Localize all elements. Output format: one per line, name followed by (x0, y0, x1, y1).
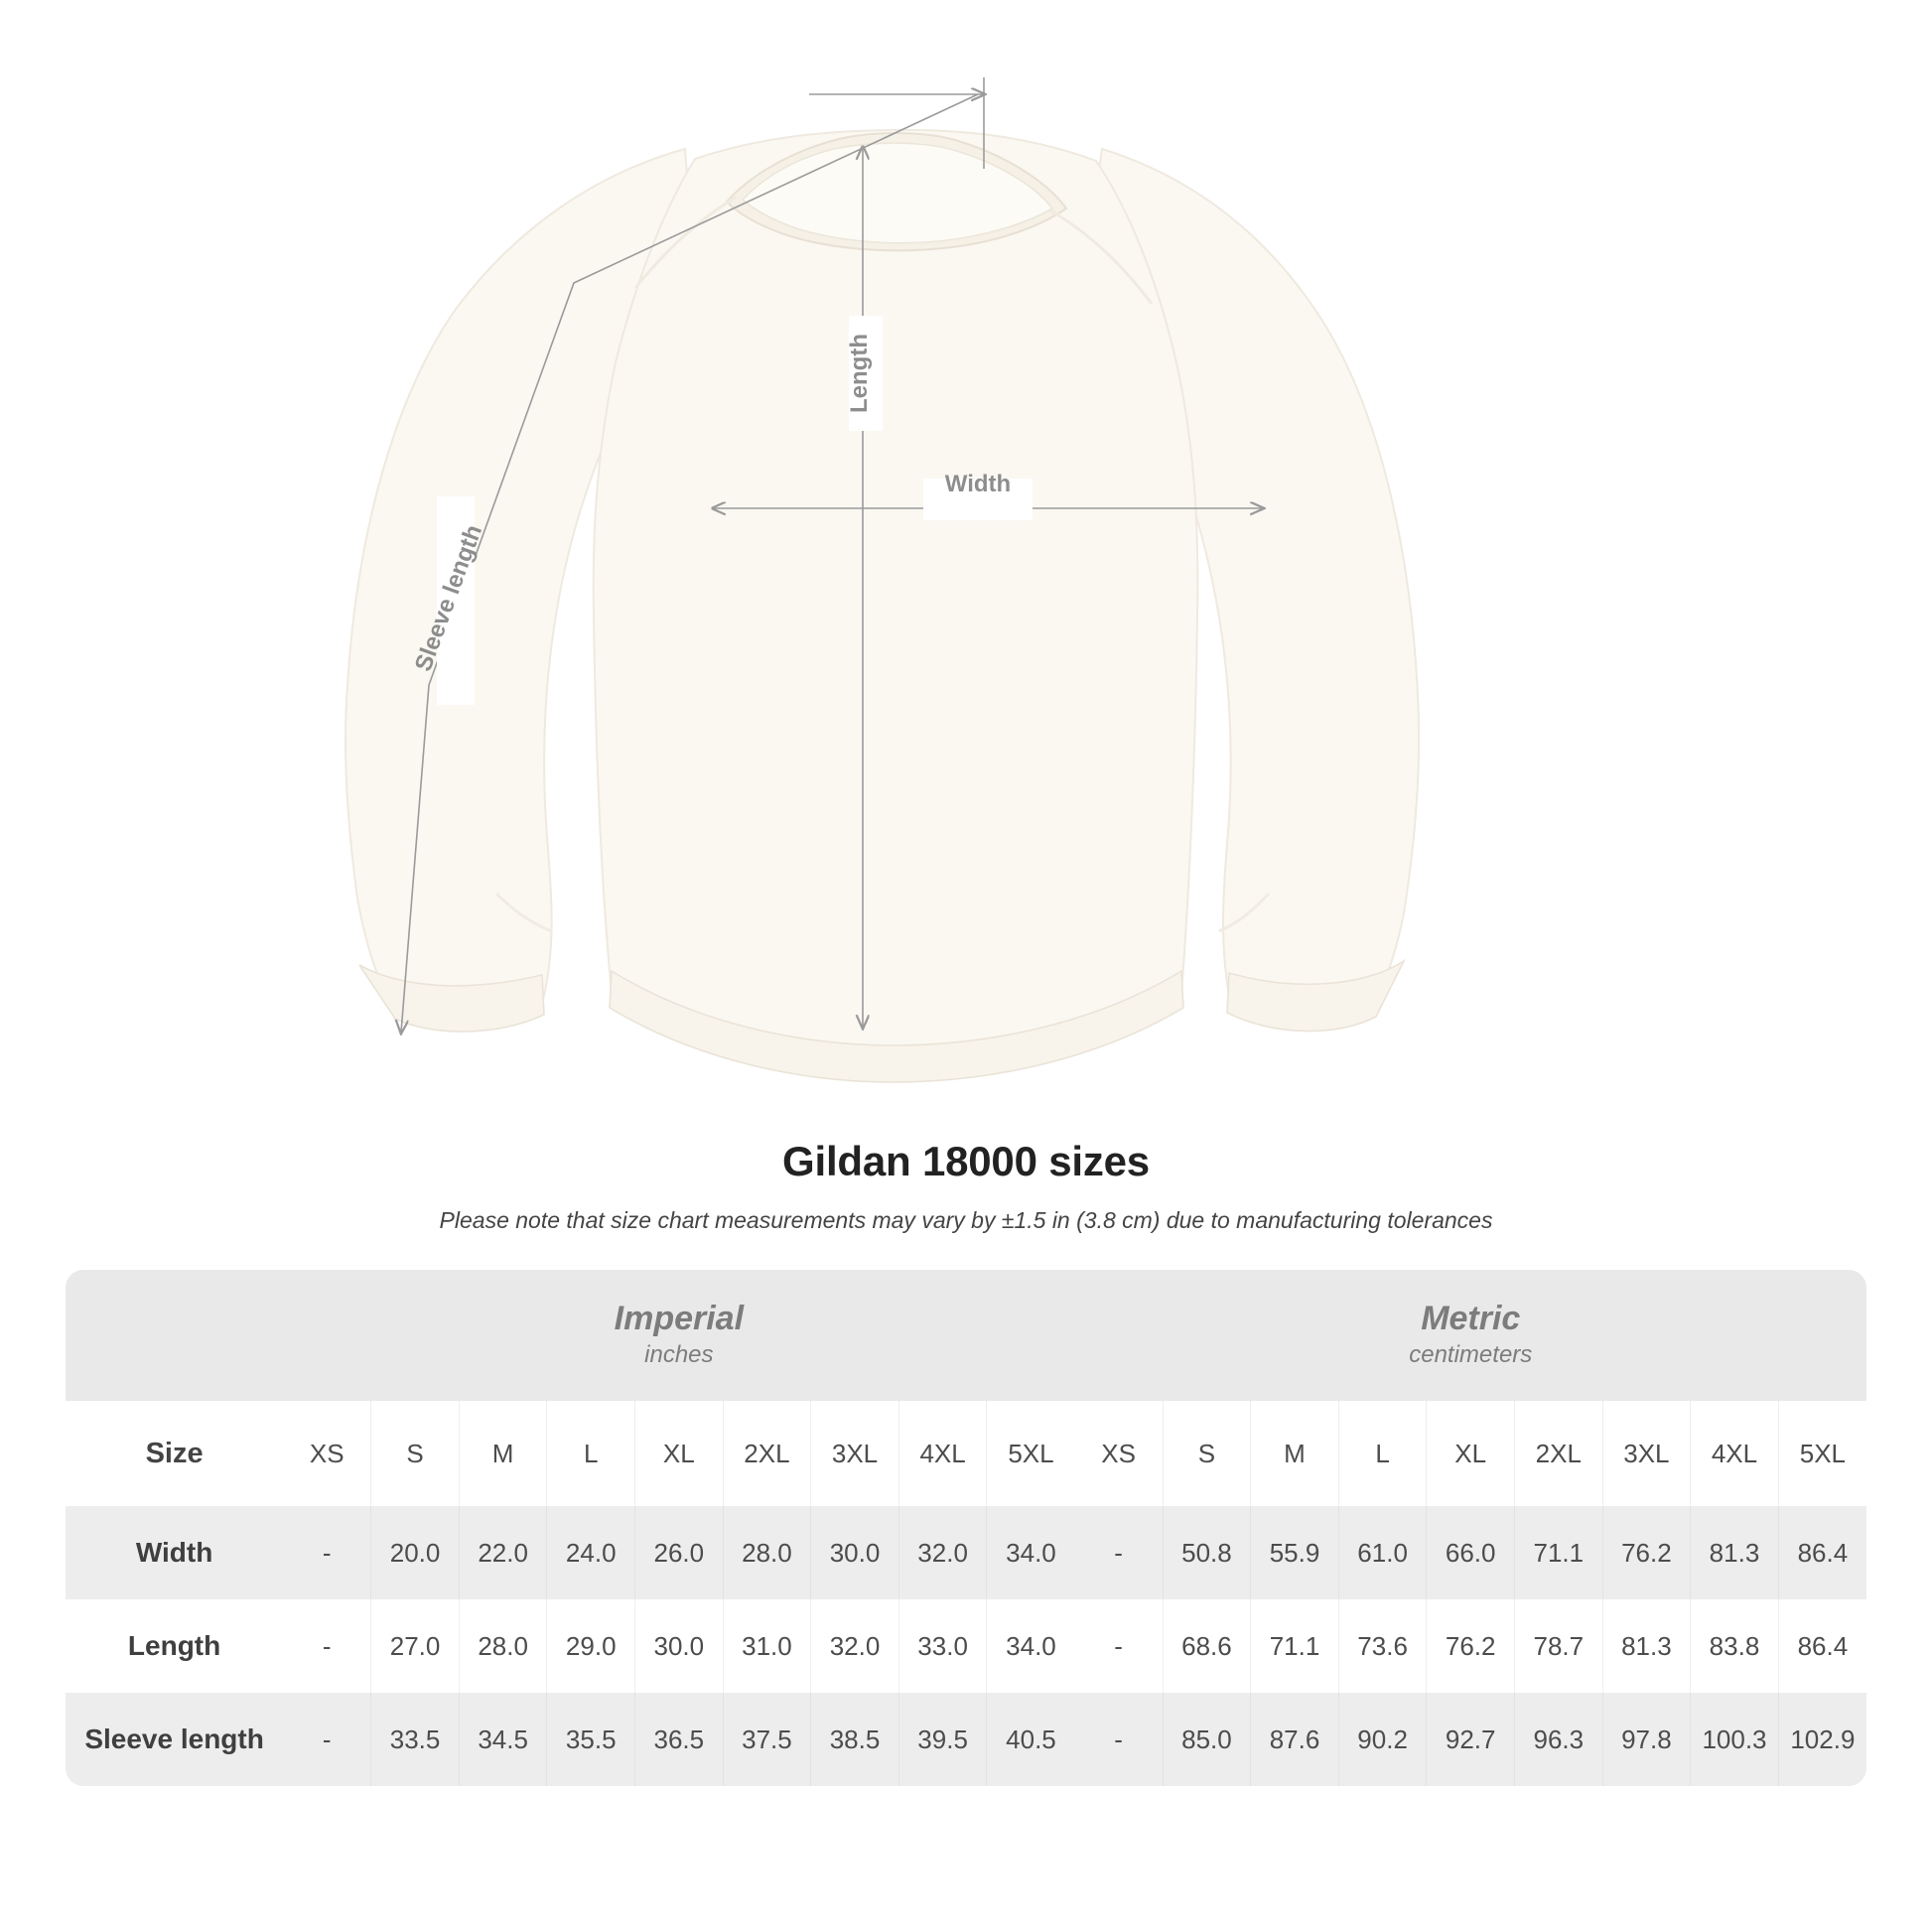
cell: 50.8 (1163, 1506, 1251, 1599)
cell: 34.5 (459, 1693, 547, 1786)
header-imperial-xl: XL (635, 1401, 724, 1506)
cell: 86.4 (1778, 1599, 1866, 1693)
cell: - (283, 1506, 371, 1599)
header-metric-3xl: 3XL (1602, 1401, 1691, 1506)
cell: 81.3 (1602, 1599, 1691, 1693)
row-label-width: Width (66, 1506, 283, 1599)
cell: 38.5 (811, 1693, 899, 1786)
header-metric-xs: XS (1075, 1401, 1164, 1506)
unit-imperial-name: Imperial (614, 1299, 745, 1337)
size-table (66, 1270, 1866, 1786)
header-imperial-s: S (371, 1401, 460, 1506)
cell: 33.5 (371, 1693, 460, 1786)
cell: 76.2 (1602, 1506, 1691, 1599)
sweatshirt-graphic (345, 130, 1419, 1082)
header-imperial-4xl: 4XL (898, 1401, 987, 1506)
unit-imperial-sub: inches (644, 1340, 714, 1368)
cell: 90.2 (1338, 1693, 1427, 1786)
cell: 68.6 (1163, 1599, 1251, 1693)
cell: 81.3 (1691, 1506, 1779, 1599)
cell: 29.0 (547, 1599, 635, 1693)
header-metric-4xl: 4XL (1691, 1401, 1779, 1506)
cell: 34.0 (987, 1599, 1075, 1693)
unit-spacer (66, 1270, 283, 1401)
cell: 102.9 (1778, 1693, 1866, 1786)
header-imperial-m: M (459, 1401, 547, 1506)
cell: 37.5 (723, 1693, 811, 1786)
cell: 71.1 (1251, 1599, 1339, 1693)
size-header-row (66, 1401, 1866, 1506)
cell: 86.4 (1778, 1506, 1866, 1599)
length-label: Length (846, 334, 873, 413)
cell: 61.0 (1338, 1506, 1427, 1599)
sleeve-length-label: Sleeve length (409, 521, 488, 675)
unit-header-row (66, 1270, 1866, 1401)
cell: 73.6 (1338, 1599, 1427, 1693)
cell: - (1075, 1693, 1164, 1786)
tolerance-note: Please note that size chart measurements may vary by ±1.5 in (3.8 cm) due to manufacturing tolerances (439, 1207, 1493, 1233)
cell: 36.5 (635, 1693, 724, 1786)
cell: 35.5 (547, 1693, 635, 1786)
cell: 39.5 (898, 1693, 987, 1786)
cell: 55.9 (1251, 1506, 1339, 1599)
table-row (66, 1506, 1866, 1599)
cell: 30.0 (635, 1599, 724, 1693)
cell: 22.0 (459, 1506, 547, 1599)
title-block (0, 1138, 1932, 1234)
header-imperial-5xl: 5XL (987, 1401, 1075, 1506)
header-imperial-xs: XS (283, 1401, 371, 1506)
header-imperial-3xl: 3XL (811, 1401, 899, 1506)
cell: 85.0 (1163, 1693, 1251, 1786)
table-row (66, 1599, 1866, 1693)
cell: 20.0 (371, 1506, 460, 1599)
cell: 34.0 (987, 1506, 1075, 1599)
row-label-sleeve-length: Sleeve length (66, 1693, 283, 1786)
cell: 92.7 (1427, 1693, 1515, 1786)
header-metric-m: M (1251, 1401, 1339, 1506)
page-title: Gildan 18000 sizes (782, 1138, 1150, 1184)
header-imperial-l: L (547, 1401, 635, 1506)
cell: 26.0 (635, 1506, 724, 1599)
header-metric-l: L (1338, 1401, 1427, 1506)
header-imperial-2xl: 2XL (723, 1401, 811, 1506)
row-label-length: Length (66, 1599, 283, 1693)
table-row (66, 1693, 1866, 1786)
cell: 87.6 (1251, 1693, 1339, 1786)
cell: 97.8 (1602, 1693, 1691, 1786)
cell: 40.5 (987, 1693, 1075, 1786)
cell: 30.0 (811, 1506, 899, 1599)
unit-imperial (283, 1270, 1074, 1401)
cell: 32.0 (811, 1599, 899, 1693)
cell: 28.0 (723, 1506, 811, 1599)
cell: 71.1 (1515, 1506, 1603, 1599)
cell: 27.0 (371, 1599, 460, 1693)
header-size-label: Size (66, 1401, 283, 1506)
cell: - (1075, 1506, 1164, 1599)
cell: 28.0 (459, 1599, 547, 1693)
cell: 33.0 (898, 1599, 987, 1693)
cell: 76.2 (1427, 1599, 1515, 1693)
cell: 78.7 (1515, 1599, 1603, 1693)
cell: 100.3 (1691, 1693, 1779, 1786)
cell: - (1075, 1599, 1164, 1693)
header-metric-xl: XL (1427, 1401, 1515, 1506)
unit-metric-sub: centimeters (1409, 1340, 1533, 1368)
cell: 32.0 (898, 1506, 987, 1599)
header-metric-2xl: 2XL (1515, 1401, 1603, 1506)
size-table-wrapper (66, 1270, 1866, 1786)
cell: 96.3 (1515, 1693, 1603, 1786)
header-metric-s: S (1163, 1401, 1251, 1506)
unit-metric-name: Metric (1421, 1299, 1521, 1337)
cell: 66.0 (1427, 1506, 1515, 1599)
cell: 83.8 (1691, 1599, 1779, 1693)
header-metric-5xl: 5XL (1778, 1401, 1866, 1506)
cell: - (283, 1693, 371, 1786)
unit-metric (1075, 1270, 1866, 1401)
cell: - (283, 1599, 371, 1693)
cell: 24.0 (547, 1506, 635, 1599)
cell: 31.0 (723, 1599, 811, 1693)
width-label: Width (944, 471, 1012, 497)
